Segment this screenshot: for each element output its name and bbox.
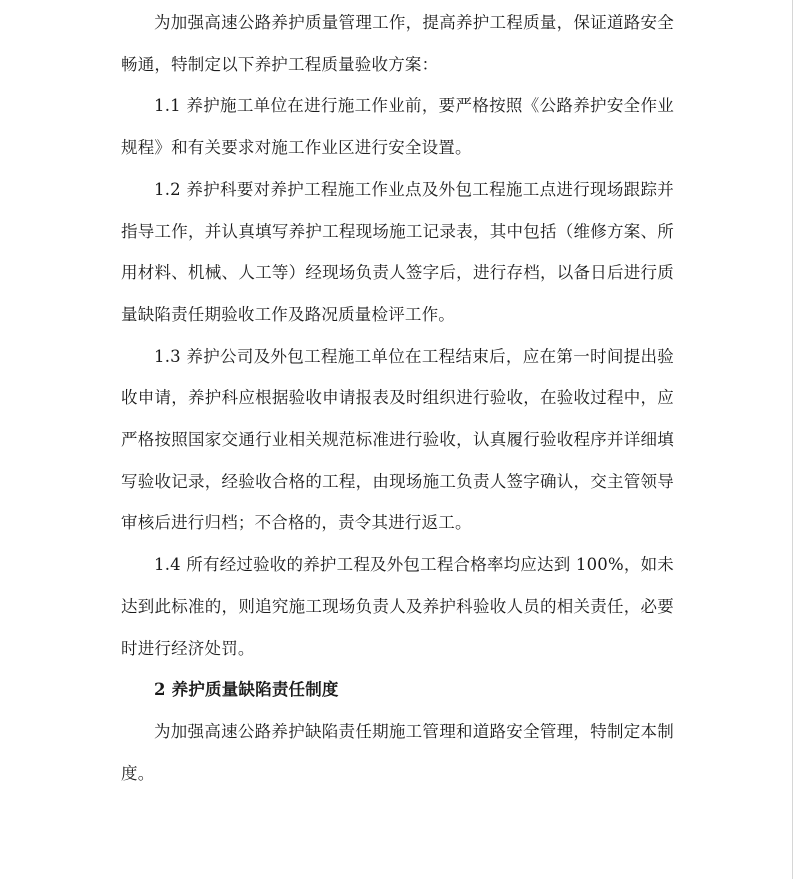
document-body (121, 2, 674, 794)
paragraph-clause-1-4: 1.4 所有经过验收的养护工程及外包工程合格率均应达到 100%，如未达到此标准的，则追究施工现场负责人及养护科验收人员的相关责任，必要时进行经济处罚。 (121, 555, 674, 658)
paragraph-intro: 为加强高速公路养护质量管理工作，提高养护工程质量，保证道路安全畅通，特制定以下养护工程质量验收方案： (121, 13, 674, 74)
paragraph-clause-1-1: 1.1 养护施工单位在进行施工作业前，要严格按照《公路养护安全作业规程》和有关要求对施工作业区进行安全设置。 (121, 96, 674, 158)
paragraph-clause-1-3: 1.3 养护公司及外包工程施工单位在工程结束后，应在第一时间提出验收申请，养护科应根据验收申请报表及时组织进行验收，在验收过程中，应严格按照国家交通行业相关规范标准进行验收，认真履行验收程序并详细填写验收记录，经验收合格的工程，由现场施工负责人签字确认，交主管领导审核后进行归档；不合格的，责令其进行返工。 (121, 346, 674, 533)
paragraph-section-2: 为加强高速公路养护缺陷责任期施工管理和道路安全管理，特制定本制度。 (121, 721, 674, 783)
paragraph-clause-1-2: 1.2 养护科要对养护工程施工作业点及外包工程施工点进行现场跟踪并指导工作，并认真填写养护工程现场施工记录表，其中包括（维修方案、所用材料、机械、人工等）经现场负责人签字后，进行存档，以备日后进行质量缺陷责任期验收工作及路况质量检评工作。 (121, 179, 674, 324)
section-heading: 2 养护质量缺陷责任制度 (154, 680, 339, 700)
